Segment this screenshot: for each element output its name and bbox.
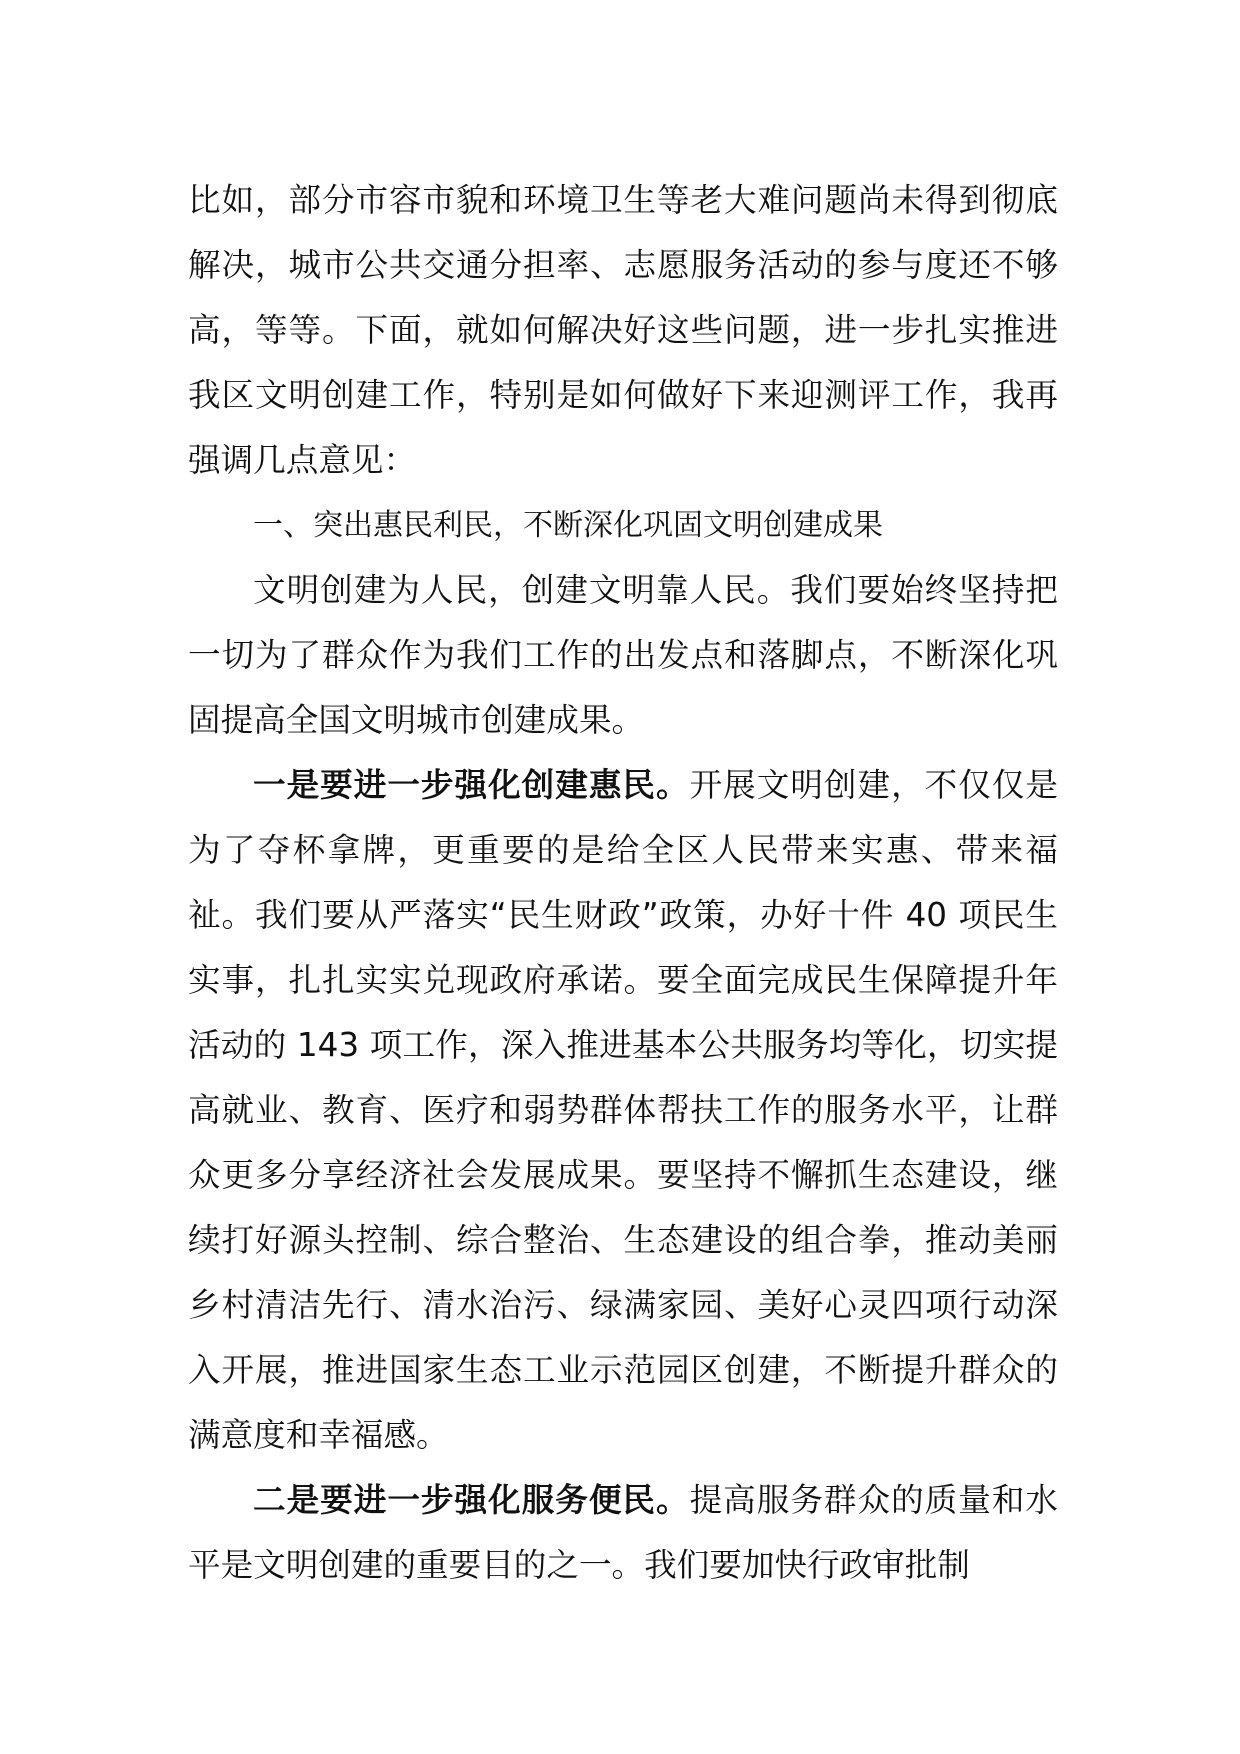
paragraph-intro bbox=[188, 168, 1058, 493]
document-body bbox=[188, 168, 1058, 1598]
paragraph-intro-text: 比如，部分市容市貌和环境卫生等老大难问题尚未得到彻底解决，城市公共交通分担率、志愿服务活动的参与度还不够高，等等。下面，就如何解决好这些问题，进一步扎实推进我区文明创建工作，特别是如何做好下来迎测评工作，我再强调几点意见： bbox=[188, 181, 1058, 479]
paragraph-section-lead bbox=[188, 558, 1058, 753]
paragraph-point-one bbox=[188, 753, 1058, 1468]
point-two-heading: 二是要进一步强化服务便民。 bbox=[253, 1481, 690, 1519]
paragraph-section-lead-text: 文明创建为人民，创建文明靠人民。我们要始终坚持把一切为了群众作为我们工作的出发点和落脚点，不断深化巩固提高全国文明城市创建成果。 bbox=[188, 571, 1058, 739]
section-heading bbox=[188, 493, 1058, 558]
point-one-text: 开展文明创建，不仅仅是为了夺杯拿牌，更重要的是给全区人民带来实惠、带来福祉。我们要从严落实“民生财政”政策，办好十件 40 项民生实事，扎扎实实兑现政府承诺。要全面完成民生保障提升年活动的 143 项工作，深入推进基本公共服务均等化，切实提高就业、教育、医疗和弱势群体帮扶工作的服务水平，让群众更多分享经济社会发展成果。要坚持不懈抓生态建设，继续打好源头控制、综合整治、生态建设的组合拳，推动美丽乡村清洁先行、清水治污、绿满家园、美好心灵四项行动深入开展，推进国家生态工业示范园区创建，不断提升群众的满意度和幸福感。 bbox=[188, 766, 1058, 1454]
point-two-text: 提高服务群众的质量和水平是文明创建的重要目的之一。我们要加快行政审批制 bbox=[188, 1481, 1058, 1584]
paragraph-point-two bbox=[188, 1468, 1058, 1598]
section-heading-text: 一、突出惠民利民，不断深化巩固文明创建成果 bbox=[253, 508, 883, 543]
point-one-heading: 一是要进一步强化创建惠民。 bbox=[253, 766, 690, 804]
